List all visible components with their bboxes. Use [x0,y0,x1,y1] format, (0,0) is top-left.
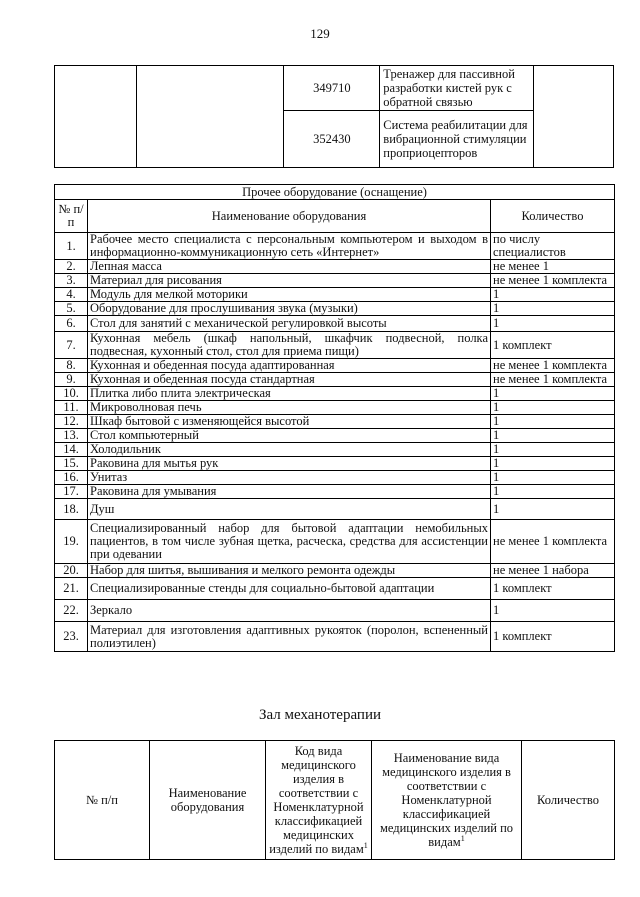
equipment-quantity: не менее 1 набора [491,564,615,578]
equipment-name: Рабочее место специалиста с персональным компьютером и выходом в информационно-коммуникационную сеть «Интернет» [88,233,491,260]
header-code-text: Код вида медицинского изделия в соответствии с Номенклатурной классификацией медицинских изделий по видам [269,744,364,856]
row-number: 17. [55,485,88,499]
row-number: 20. [55,564,88,578]
table-header-row [55,741,615,860]
equipment-quantity: не менее 1 комплекта [491,359,615,373]
equipment-quantity: 1 [491,401,615,415]
section-title: Зал механотерапии [258,707,382,723]
column-header-code [266,741,372,860]
row-number: 3. [55,274,88,288]
table-row [55,66,614,111]
row-number: 19. [55,520,88,564]
row-number: 21. [55,578,88,600]
equipment-rows [55,233,615,652]
row-number: 5. [55,302,88,316]
equipment-name: Кухонная мебель (шкаф напольный, шкафчик подвесной, полка подвесная, кухонный стол, стол для приема пищи) [88,332,491,359]
equipment-quantity: не менее 1 комплекта [491,274,615,288]
equipment-name: Оборудование для прослушивания звука (музыки) [88,302,491,316]
other-equipment-table [54,184,615,652]
column-header-device-name [372,741,522,860]
row-number: 10. [55,387,88,401]
column-header-num: № п/п [55,200,88,233]
equipment-quantity: 1 [491,600,615,622]
row-number: 14. [55,443,88,457]
equipment-name: Микроволновая печь [88,401,491,415]
equipment-quantity: 1 [491,415,615,429]
table-row [55,564,615,578]
row-number: 4. [55,288,88,302]
table-row [55,387,615,401]
empty-cell [55,66,137,168]
table-header-row [55,200,615,233]
table-row [55,457,615,471]
device-code: 352430 [284,111,380,168]
equipment-name: Материал для рисования [88,274,491,288]
equipment-name: Стол компьютерный [88,429,491,443]
row-number: 8. [55,359,88,373]
table-row [55,578,615,600]
row-number: 6. [55,316,88,332]
equipment-name: Кухонная и обеденная посуда адаптированная [88,359,491,373]
table-row [55,302,615,316]
table-row [55,415,615,429]
equipment-name: Стол для занятий с механической регулировкой высоты [88,316,491,332]
table-row [55,499,615,520]
equipment-name: Унитаз [88,471,491,485]
equipment-quantity: 1 комплект [491,578,615,600]
row-number: 9. [55,373,88,387]
table-row [55,373,615,387]
row-number: 13. [55,429,88,443]
table-row [55,332,615,359]
table-row [55,622,615,652]
equipment-quantity: не менее 1 [491,260,615,274]
page-number: 129 [310,26,330,41]
equipment-name: Материал для изготовления адаптивных рукояток (поролон, вспененный полиэтилен) [88,622,491,652]
equipment-quantity: 1 [491,387,615,401]
mechanotherapy-table [54,740,615,860]
table-row [55,316,615,332]
row-number: 2. [55,260,88,274]
equipment-name: Зеркало [88,600,491,622]
equipment-quantity: 1 [491,288,615,302]
table-row [55,600,615,622]
row-number: 15. [55,457,88,471]
equipment-quantity: 1 [491,457,615,471]
equipment-quantity: 1 [491,429,615,443]
table-row [55,485,615,499]
device-name: Тренажер для пассивной разработки кистей рук с обратной связью [380,66,534,111]
row-number: 22. [55,600,88,622]
column-header-qty: Количество [491,200,615,233]
equipment-quantity: 1 комплект [491,332,615,359]
table-row [55,429,615,443]
equipment-name: Модуль для мелкой моторики [88,288,491,302]
table-row [55,233,615,260]
equipment-quantity: 1 [491,302,615,316]
equipment-name: Лепная масса [88,260,491,274]
equipment-name: Специализированный набор для бытовой адаптации немобильных пациентов, в том числе зубная щетка, расческа, средства для ассистенции при одевании [88,520,491,564]
table-title: Прочее оборудование (оснащение) [55,185,615,200]
equipment-name: Набор для шитья, вышивания и мелкого ремонта одежды [88,564,491,578]
table-title-row [55,185,615,200]
equipment-name: Холодильник [88,443,491,457]
row-number: 12. [55,415,88,429]
equipment-quantity: 1 [491,316,615,332]
table-row [55,443,615,457]
footnote-marker: 1 [363,840,368,850]
equipment-name: Душ [88,499,491,520]
table-row [55,401,615,415]
row-number: 23. [55,622,88,652]
header-device-name-text: Наименование вида медицинского изделия в соответствии с Номенклатурной классификацией медицинских изделий по видам [379,751,514,849]
equipment-quantity: 1 [491,485,615,499]
row-number: 11. [55,401,88,415]
column-header-name: Наименование оборудования [88,200,491,233]
table-row [55,274,615,288]
equipment-name: Раковина для умывания [88,485,491,499]
device-name: Система реабилитации для вибрационной стимуляции проприоцепторов [380,111,534,168]
table-row [55,260,615,274]
equipment-name: Раковина для мытья рук [88,457,491,471]
empty-cell [534,66,614,168]
equipment-name: Кухонная и обеденная посуда стандартная [88,373,491,387]
equipment-quantity: не менее 1 комплекта [491,520,615,564]
equipment-name: Специализированные стенды для социально-бытовой адаптации [88,578,491,600]
footnote-marker: 1 [460,833,465,843]
row-number: 18. [55,499,88,520]
row-number: 1. [55,233,88,260]
equipment-quantity: 1 комплект [491,622,615,652]
equipment-quantity: 1 [491,443,615,457]
equipment-quantity: по числу специалистов [491,233,615,260]
table-row [55,471,615,485]
equipment-quantity: 1 [491,471,615,485]
equipment-name: Плитка либо плита электрическая [88,387,491,401]
row-number: 7. [55,332,88,359]
equipment-quantity: 1 [491,499,615,520]
table-row [55,359,615,373]
equipment-quantity: не менее 1 комплекта [491,373,615,387]
empty-cell [136,66,284,168]
row-number: 16. [55,471,88,485]
column-header-num: № п/п [55,741,150,860]
device-code: 349710 [284,66,380,111]
table-row [55,288,615,302]
column-header-name: Наименование оборудования [150,741,266,860]
table-row [55,520,615,564]
continuation-table [54,65,614,168]
column-header-qty: Количество [522,741,615,860]
equipment-name: Шкаф бытовой с изменяющейся высотой [88,415,491,429]
